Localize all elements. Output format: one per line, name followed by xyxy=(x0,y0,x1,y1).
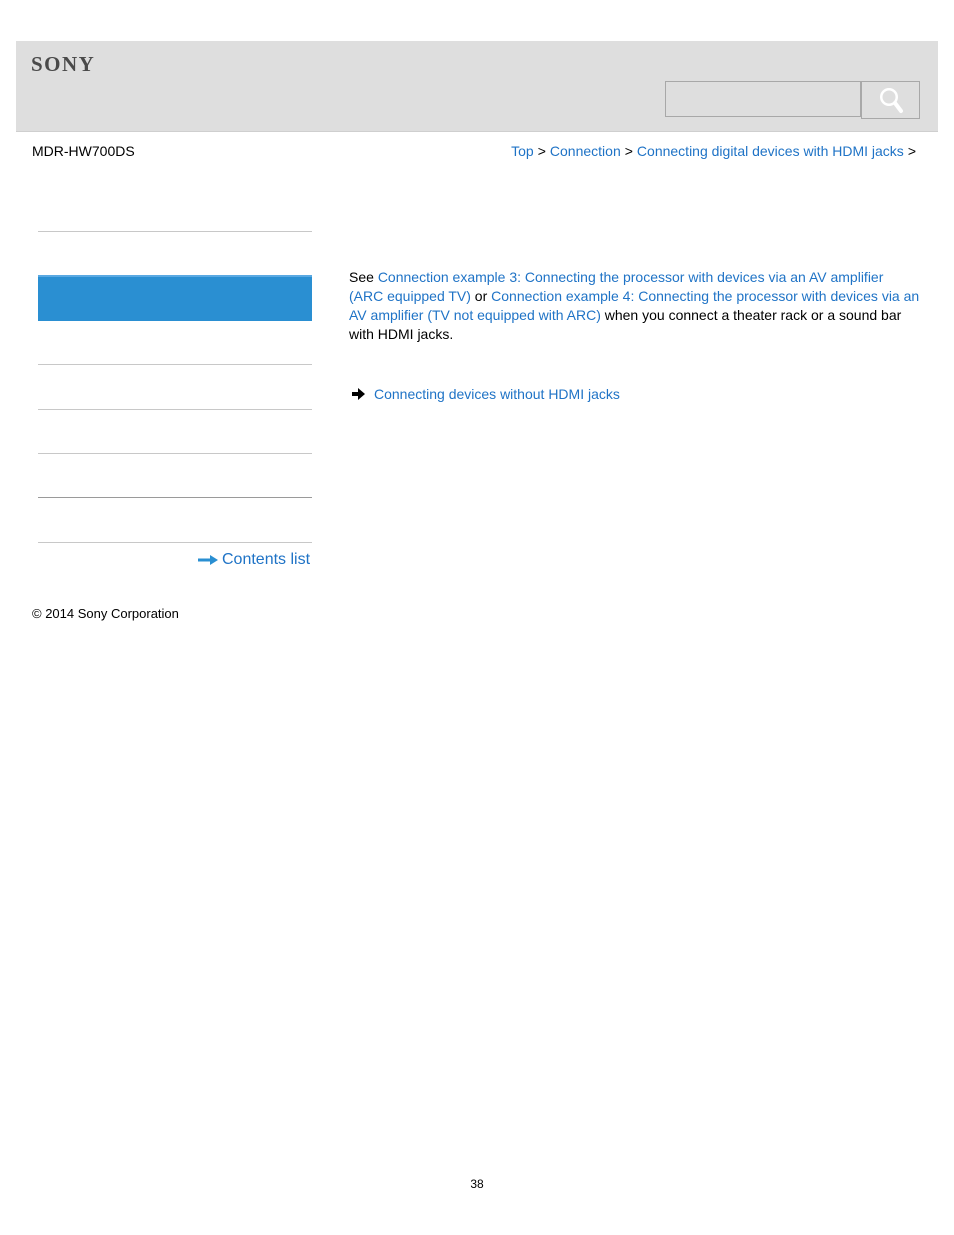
nav-divider xyxy=(38,542,312,543)
text-or: or xyxy=(470,288,492,304)
search-input[interactable] xyxy=(665,81,861,117)
link-connection-example-4[interactable]: Connection example 4: Connecting the processor with devices via an AV amplifier (TV not equipped with ARC) xyxy=(349,288,920,323)
link-devices-without-hdmi[interactable]: Connecting devices without HDMI jacks xyxy=(374,386,620,402)
text-see: See xyxy=(349,269,378,285)
arrow-right-icon xyxy=(198,555,218,565)
main-paragraph xyxy=(349,268,921,344)
arrow-right-icon xyxy=(352,388,366,400)
breadcrumb-separator: > xyxy=(537,143,546,159)
text-end: when you connect a theater rack or a sound bar with HDMI jacks. xyxy=(349,307,902,342)
breadcrumb-current[interactable]: Connecting digital devices with HDMI jacks xyxy=(636,143,904,159)
search-icon xyxy=(878,86,904,114)
related-link-item[interactable] xyxy=(352,386,620,402)
header-bar xyxy=(16,41,938,132)
breadcrumb-top[interactable]: Top xyxy=(511,143,534,159)
nav-divider xyxy=(38,364,312,365)
page-number: 38 xyxy=(470,1177,484,1191)
model-name: MDR-HW700DS xyxy=(32,143,135,159)
nav-divider xyxy=(38,453,312,454)
breadcrumb-separator: > xyxy=(624,143,633,159)
nav-divider xyxy=(38,497,312,498)
sony-logo[interactable]: SONY xyxy=(31,52,96,76)
breadcrumb-separator: > xyxy=(907,143,916,159)
breadcrumb-connection[interactable]: Connection xyxy=(549,143,621,159)
contents-list-label: Contents list xyxy=(222,551,311,568)
breadcrumb xyxy=(511,143,920,159)
search-button[interactable] xyxy=(861,81,920,119)
nav-item-active[interactable] xyxy=(38,275,312,321)
link-connection-example-3[interactable]: Connection example 3: Connecting the processor with devices via an AV amplifier (ARC equipped TV) xyxy=(349,269,884,304)
contents-list-link[interactable] xyxy=(198,551,310,569)
nav-divider xyxy=(38,409,312,410)
copyright: © 2014 Sony Corporation xyxy=(32,606,179,621)
nav-divider xyxy=(38,231,312,232)
